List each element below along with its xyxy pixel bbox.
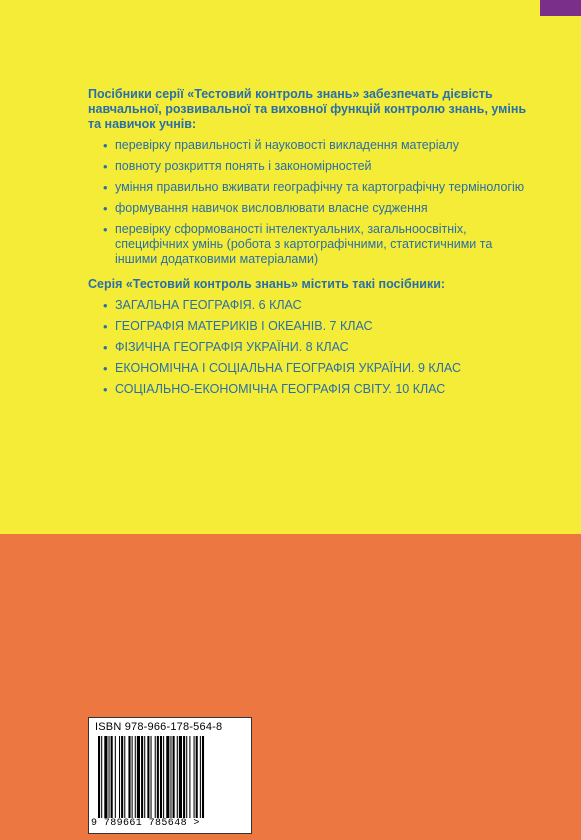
- bullet-icon: •: [103, 180, 108, 195]
- barcode-icon: [95, 736, 245, 818]
- series-text: ЗАГАЛЬНА ГЕОГРАФІЯ. 6 КЛАС: [115, 298, 302, 312]
- bullet-icon: •: [103, 298, 108, 313]
- intro-paragraph: Посібники серії «Тестовий контроль знань» забезпечать дієвість навчальної, розвивальної та виховної функцій контролю знань, умінь та навичок учнів:: [88, 87, 527, 131]
- series-text: ГЕОГРАФІЯ МАТЕРИКІВ І ОКЕАНІВ. 7 КЛАС: [115, 319, 373, 333]
- bullet-icon: •: [103, 159, 108, 174]
- feature-item: [88, 222, 528, 267]
- series-item: [88, 361, 528, 376]
- features-list: [88, 138, 528, 267]
- feature-text: уміння правильно вживати географічну та картографічну термінологію: [115, 180, 525, 194]
- corner-tab: [540, 0, 581, 16]
- series-text: ФІЗИЧНА ГЕОГРАФІЯ УКРАЇНИ. 8 КЛАС: [115, 340, 349, 354]
- series-item: [88, 340, 528, 355]
- cover-text: [88, 87, 528, 403]
- isbn-label: ISBN 978-966-178-564-8: [95, 721, 223, 733]
- series-item: [88, 298, 528, 313]
- feature-text: перевірку правильності й науковості викладення матеріалу: [115, 138, 459, 152]
- bullet-icon: •: [103, 382, 108, 397]
- series-item: [88, 382, 528, 397]
- bullet-icon: •: [103, 340, 108, 355]
- barcode-digits: 9 789661 785648 >: [91, 818, 200, 829]
- feature-text: повноту розкриття понять і закономірностей: [115, 159, 372, 173]
- bullet-icon: •: [103, 361, 108, 376]
- feature-item: [88, 201, 528, 216]
- bullet-icon: •: [103, 201, 108, 216]
- feature-item: [88, 159, 528, 174]
- series-text: ЕКОНОМІЧНА І СОЦІАЛЬНА ГЕОГРАФІЯ УКРАЇНИ. 9 КЛАС: [115, 361, 461, 375]
- feature-text: перевірку сформованості інтелектуальних, загальноосвітніх, специфічних умінь (робота з картографічними, статистичними та іншими додатковими матеріалами): [115, 222, 493, 266]
- feature-item: [88, 138, 528, 153]
- series-text: СОЦІАЛЬНО-ЕКОНОМІЧНА ГЕОГРАФІЯ СВІТУ. 10 КЛАС: [115, 382, 446, 396]
- series-list: [88, 298, 528, 397]
- bullet-icon: •: [103, 222, 108, 237]
- bullet-icon: •: [103, 138, 108, 153]
- isbn-barcode-box: [88, 717, 252, 834]
- feature-text: формування навичок висловлювати власне судження: [115, 201, 428, 215]
- bullet-icon: •: [103, 319, 108, 334]
- series-heading: Серія «Тестовий контроль знань» містить такі посібники:: [88, 277, 446, 291]
- series-item: [88, 319, 528, 334]
- feature-item: [88, 180, 528, 195]
